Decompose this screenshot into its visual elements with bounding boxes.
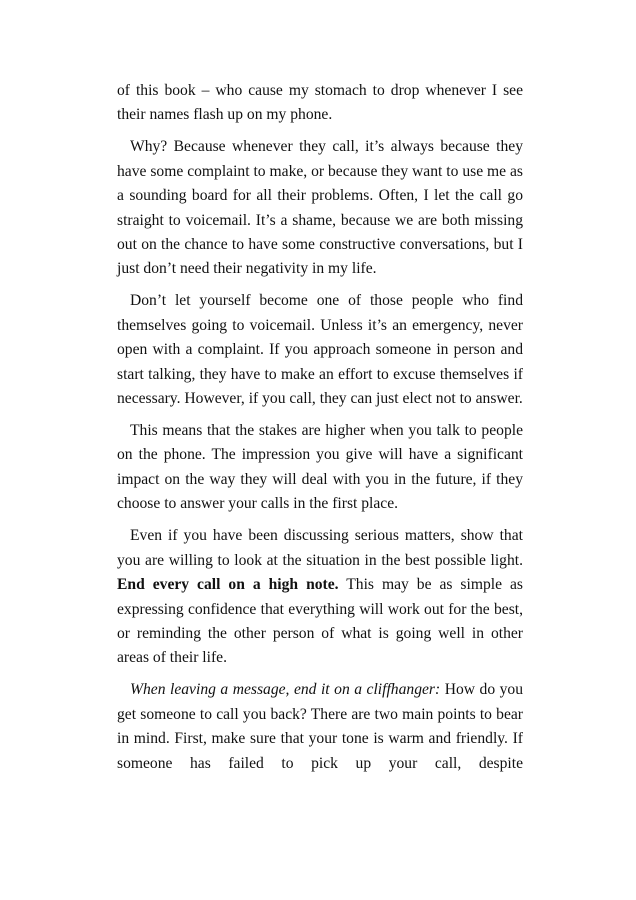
- paragraph-continued: of this book – who cause my stomach to drop whenever I see their names flash up on my phone.: [117, 82, 523, 124]
- paragraph-cliffhanger-body: How do you get someone to call you back? There are two main points to bear in mind. First, make sure that your tone is warm and friendly. If someone has failed to pick up your call, despite: [117, 681, 524, 772]
- paragraph-high-note: [117, 524, 523, 670]
- book-page: [117, 79, 523, 776]
- paragraph-high-note-rest: This may be as simple as expressing confidence that everything will work out for the best, or reminding the other person of what is going well in other areas of their life.: [117, 576, 523, 667]
- paragraph-high-note-intro: Even if you have been discussing serious matters, show that you are willing to look at the situation in the best possible light.: [117, 527, 523, 569]
- paragraph-why: Why? Because whenever they call, it’s always because they have some complaint to make, or because they want to use me as a sounding board for all their problems. Often, I let the call go straight to voicemail. It’s a shame, because we are both missing out on the chance to have some constructive conversations, but I just don’t need their negativity in my life.: [117, 138, 523, 278]
- paragraph-voicemail-advice: Don’t let yourself become one of those people who find themselves going to voicemail. Unless it’s an emergency, never open with a complaint. If you approach someone in person and start talking, they have to make an effort to excuse themselves if necessary. However, if you call, they can just elect not to answer.: [117, 292, 523, 408]
- paragraph-cliffhanger: [117, 678, 523, 776]
- heading-cliffhanger: When leaving a message, end it on a cliffhanger:: [130, 681, 441, 699]
- paragraph-stakes: This means that the stakes are higher when you talk to people on the phone. The impression you give will have a significant impact on the way they will deal with you in the future, if they choose to answer your calls in the first place.: [117, 422, 523, 513]
- emphasis-end-every-call: End every call on a high note.: [117, 576, 339, 594]
